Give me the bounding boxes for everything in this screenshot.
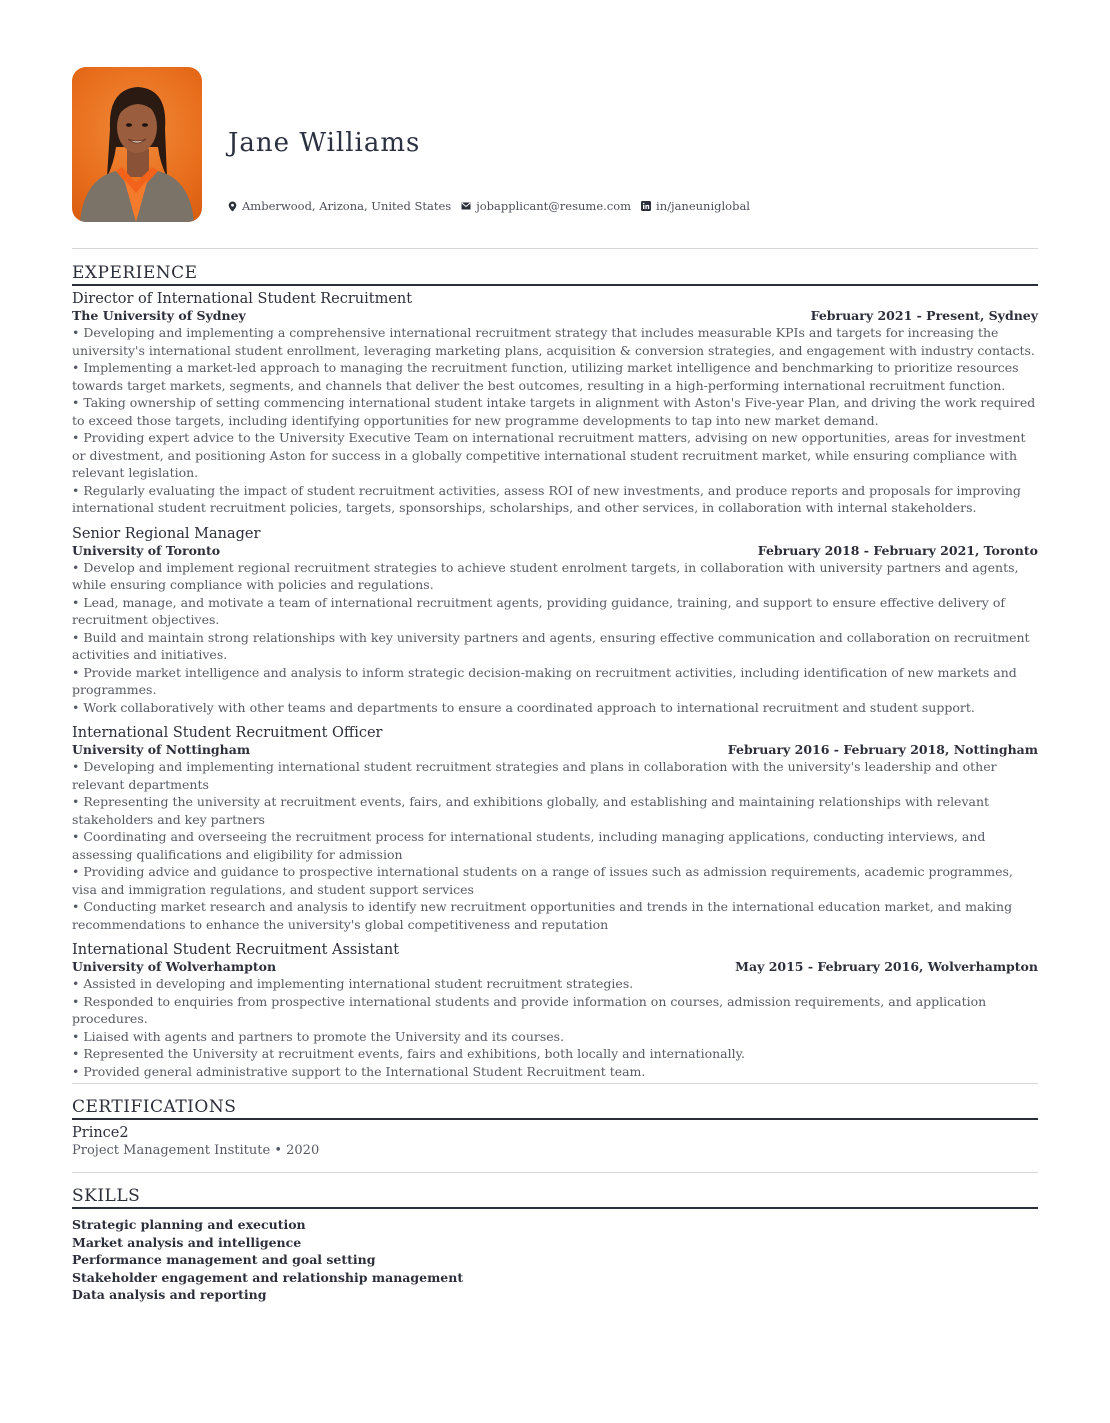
job-title: Senior Regional Manager [72,525,261,542]
header-divider [72,248,1038,249]
job-bullet: • Lead, manage, and motivate a team of international recruitment agents, providing guidance, training, and support to ensure effective delivery of recruitment objectives. [72,594,1005,627]
job-entry [72,525,1038,717]
certifications-divider [72,1172,1038,1173]
job-bullets [72,975,1038,1080]
skills-section [72,1216,1038,1304]
skill-item: Strategic planning and execution [72,1217,306,1232]
job-bullet: • Developing and implementing a comprehensive international recruitment strategy that includes measurable KPIs and targets for increasing the university's international student enrollment, leveraging marketing plans, acquisition & conversion strategies, and engagement with industry contacts. [72,325,1035,358]
skill-item: Market analysis and intelligence [72,1234,302,1250]
avatar [72,67,202,222]
job-dates: February 2018 - February 2021, Toronto [757,542,1038,558]
certifications-section [72,1125,1038,1159]
skill-item: Data analysis and reporting [72,1287,267,1302]
contact-email[interactable] [461,199,631,213]
job-bullet: • Developing and implementing international student recruitment strategies and plans in collaboration with the university's leadership and other relevant departments [72,759,997,792]
experience-divider [72,1083,1038,1084]
job-bullet: • Liaised with agents and partners to promote the University and its courses. [72,1028,565,1044]
location-text: Amberwood, Arizona, United States [242,199,452,213]
job-meta [72,742,1038,758]
job-bullet: • Provide market intelligence and analysis to inform strategic decision-making on recruitment activities, including identification of new markets and programmes. [72,664,1017,697]
job-bullet: • Coordinating and overseeing the recruitment process for international students, including managing applications, conducting interviews, and assessing qualifications and eligibility for admission [72,829,986,862]
job-meta [72,308,1038,324]
job-organization: The University of Sydney [72,308,246,323]
contact-info [228,199,760,213]
job-dates: February 2016 - February 2018, Nottingham [727,742,1038,757]
skill-item: Stakeholder engagement and relationship management [72,1269,464,1285]
certification-details [72,1142,1038,1159]
job-entry [72,724,1038,933]
job-dates: May 2015 - February 2016, Wolverhampton [735,959,1038,974]
email-link[interactable]: jobapplicant@resume.com [476,199,632,213]
certifications-heading: CERTIFICATIONS [72,1097,1038,1120]
job-bullets [72,324,1038,517]
envelope-icon [461,202,471,210]
linkedin-link[interactable]: in/janeuniglobal [656,199,750,213]
linkedin-icon [641,201,651,211]
certification-separator: • [274,1143,282,1158]
job-bullet: • Build and maintain strong relationships with key university partners and agents, ensuring effective communication and collaboration on recruitment activities and initiatives. [72,629,1030,662]
job-bullet: • Providing expert advice to the University Executive Team on international recruitment matters, advising on new opportunities, areas for investment or divestment, and positioning Aston for success in a globally competitive international student recruitment market, while ensuring compliance with relevant legislation. [72,430,1026,480]
job-entry [72,290,1038,517]
job-bullet: • Develop and implement regional recruitment strategies to achieve student enrolment targets, in collaboration with university partners and agents, while ensuring compliance with policies and regulations. [72,559,1019,592]
job-bullet: • Conducting market research and analysis to identify new recruitment opportunities and trends in the international education market, and making recommendations to enhance the university's global competitiveness and reputation [72,899,1013,932]
job-bullet: • Responded to enquiries from prospective international students and provide information on courses, admission requirements, and application procedures. [72,993,987,1026]
job-organization: University of Nottingham [72,742,251,757]
experience-heading: EXPERIENCE [72,263,1038,286]
candidate-name: Jane Williams [228,128,421,158]
contact-location [228,199,451,213]
skill-item: Performance management and goal setting [72,1252,376,1267]
job-bullet: • Providing advice and guidance to prospective international students on a range of issues such as admission requirements, academic programmes, visa and immigration regulations, and student support services [72,864,1013,897]
job-bullet: • Representing the university at recruitment events, fairs, and exhibitions globally, and establishing and maintaining relationships with relevant stakeholders and key partners [72,794,990,827]
job-title: Director of International Student Recruitment [72,291,413,307]
skills-heading: SKILLS [72,1186,1038,1209]
job-entry [72,941,1038,1080]
profile-photo [72,67,202,222]
certification-name: Prince2 [72,1125,129,1141]
job-organization: University of Toronto [72,542,221,558]
job-meta [72,543,1038,559]
job-bullet: • Implementing a market-led approach to managing the recruitment function, utilizing market intelligence and benchmarking to prioritize resources towards target markets, segments, and channels that deliver the best outcomes, resulting in a high-performing international recruitment function. [72,360,1019,393]
job-bullet: • Work collaboratively with other teams and departments to ensure a coordinated approach to international recruitment and student support. [72,699,975,715]
job-bullet: • Regularly evaluating the impact of student recruitment activities, assess ROI of new investments, and produce reports and proposals for improving international student recruitment policies, targets, sponsorships, scholarships, and other services, in collaboration with internal stakeholders. [72,482,1021,515]
certification-year: 2020 [286,1143,320,1158]
contact-linkedin[interactable] [641,199,750,213]
job-bullets [72,758,1038,933]
job-bullets [72,559,1038,717]
job-bullet: • Provided general administrative support to the International Student Recruitment team. [72,1063,646,1079]
job-bullet: • Represented the University at recruitment events, fairs and exhibitions, both locally and internationally. [72,1046,745,1061]
job-bullet: • Taking ownership of setting commencing international student intake targets in alignment with Aston's Five-year Plan, and driving the work required to exceed those targets, including identifying opportunities for new programme developments to tap into new market demand. [72,395,1036,428]
job-bullet: • Assisted in developing and implementing international student recruitment strategies. [72,976,634,991]
certification-issuer: Project Management Institute [72,1143,271,1158]
job-title: International Student Recruitment Assistant [72,942,400,958]
experience-section [72,290,1038,1088]
job-organization: University of Wolverhampton [72,959,277,974]
job-dates: February 2021 - Present, Sydney [810,308,1038,323]
map-pin-icon [228,201,237,212]
job-meta [72,959,1038,975]
skills-list [72,1216,1038,1304]
job-title: International Student Recruitment Officer [72,725,383,741]
